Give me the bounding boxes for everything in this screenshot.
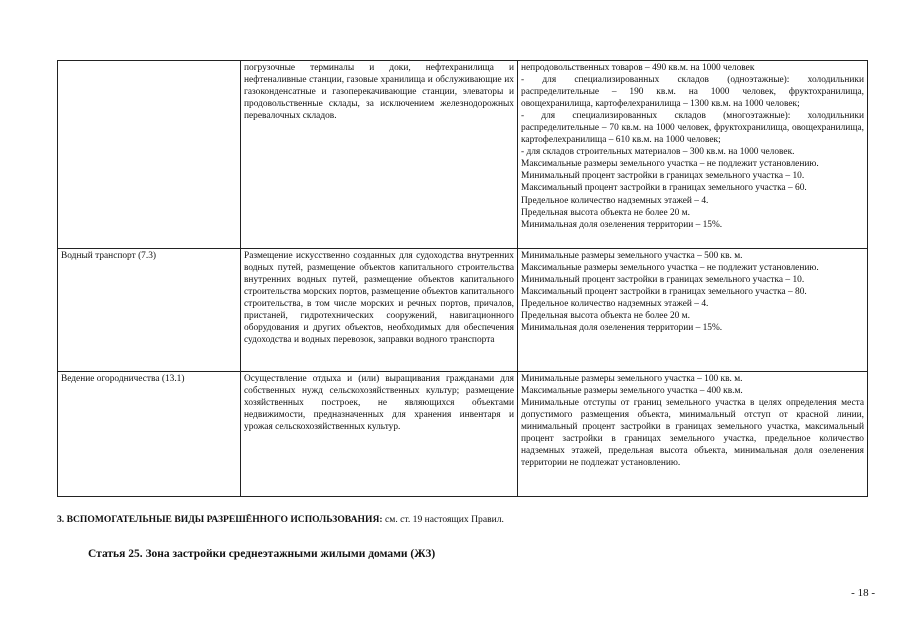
- parameter-line: Предельное количество надземных этажей – 4.: [521, 195, 709, 206]
- parameter-line: - для специализированных складов (многоэтажные): холодильники распределительные – 70 кв.м. на 1000 человек, фруктохранилища, овощехранилища, картофелехранилища – 610 кв.м. на 1000 человек;: [521, 111, 864, 146]
- use-parameters-cell: [518, 372, 868, 497]
- article-title: Статья 25. Зона застройки среднеэтажными жилыми домами (Ж3): [88, 548, 436, 560]
- parameter-line: Минимальные размеры земельного участка – 500 кв. м.: [521, 251, 743, 261]
- table-row: [58, 372, 868, 497]
- auxiliary-uses-section: [57, 514, 504, 525]
- page-number: - 18 -: [851, 587, 875, 599]
- parameter-line: Предельная высота объекта не более 20 м.: [521, 311, 690, 322]
- parameter-line: Минимальный процент застройки в границах земельного участка – 10.: [521, 171, 805, 182]
- parameter-line: - для специализированных складов (одноэтажные): холодильники распределительные – 190 кв.м. на 1000 человек, фруктохранилища, овощехранилища, картофелехранилища – 1300 кв.м. на 1000 человек;: [521, 75, 864, 110]
- parameter-line: Минимальная доля озеленения территории – 15%.: [521, 219, 723, 230]
- use-description-cell: погрузочные терминалы и доки, нефтехранилища и нефтеналивные станции, газовые хранилища и обслуживающие их газоконденсатные и газоперекачивающие станции, элеваторы и продовольственные склады, за исключением железнодорожных перевалочных складов.: [241, 61, 518, 249]
- parameter-line: Минимальный процент застройки в границах земельного участка – 10.: [521, 275, 805, 286]
- parameter-line: Предельное количество надземных этажей – 4.: [521, 299, 709, 310]
- table-row: [58, 61, 868, 249]
- parameter-line: Максимальный процент застройки в границах земельного участка – 60.: [521, 183, 807, 194]
- use-type-cell: Ведение огородничества (13.1): [58, 372, 241, 497]
- parameter-line: Предельная высота объекта не более 20 м.: [521, 207, 690, 218]
- use-parameters-cell: [518, 61, 868, 249]
- parameter-line: Максимальные размеры земельного участка – не подлежит установлению.: [521, 159, 819, 170]
- section-text: см. ст. 19 настоящих Правил.: [382, 514, 504, 525]
- permitted-use-table: [57, 60, 868, 497]
- parameter-line: Максимальные размеры земельного участка – не подлежит установлению.: [521, 263, 819, 274]
- parameter-line: Максимальные размеры земельного участка – 400 кв.м.: [521, 386, 743, 397]
- table-row: [58, 249, 868, 372]
- parameter-line: Минимальная доля озеленения территории – 15%.: [521, 323, 723, 334]
- parameter-line: - для складов строительных материалов – 300 кв.м. на 1000 человек.: [521, 147, 795, 158]
- parameter-line: непродовольственных товаров – 490 кв.м. на 1000 человек: [521, 63, 755, 73]
- use-description-cell: Осуществление отдыха и (или) выращивания гражданами для собственных нужд сельскохозяйственных культур; размещение хозяйственных построек, не являющихся объектами недвижимости, предназначенных для хранения инвентаря и урожая сельскохозяйственных культур.: [241, 372, 518, 497]
- parameter-line: Максимальный процент застройки в границах земельного участка – 80.: [521, 287, 807, 298]
- use-type-cell: Водный транспорт (7.3): [58, 249, 241, 372]
- section-heading: 3. ВСПОМОГАТЕЛЬНЫЕ ВИДЫ РАЗРЕШЁННОГО ИСПОЛЬЗОВАНИЯ:: [57, 514, 383, 525]
- use-description-cell: Размещение искусственно созданных для судоходства внутренних водных путей, размещение объектов капитального строительства внутренних водных путей, размещение объектов капитального строительства морских портов, размещение объектов капитального строительства, в том числе морских и речных портов, причалов, пристаней, гидротехнических сооружений, навигационного оборудования и других объектов, необходимых для обеспечения судоходства и водных перевозок, заправки водного транспорта: [241, 249, 518, 372]
- parameter-line: Минимальные размеры земельного участка – 100 кв. м.: [521, 374, 743, 384]
- use-type-cell: [58, 61, 241, 249]
- use-parameters-cell: [518, 249, 868, 372]
- parameter-line: Минимальные отступы от границ земельного участка в целях определения места допустимого размещения объекта, минимальный отступ от красной линии, минимальный процент застройки в границах земельного участка, максимальный процент застройки в границах земельного участка, предельное количество надземных этажей, предельная высота объекта, минимальная доля озеленения территории не подлежат установлению.: [521, 398, 864, 469]
